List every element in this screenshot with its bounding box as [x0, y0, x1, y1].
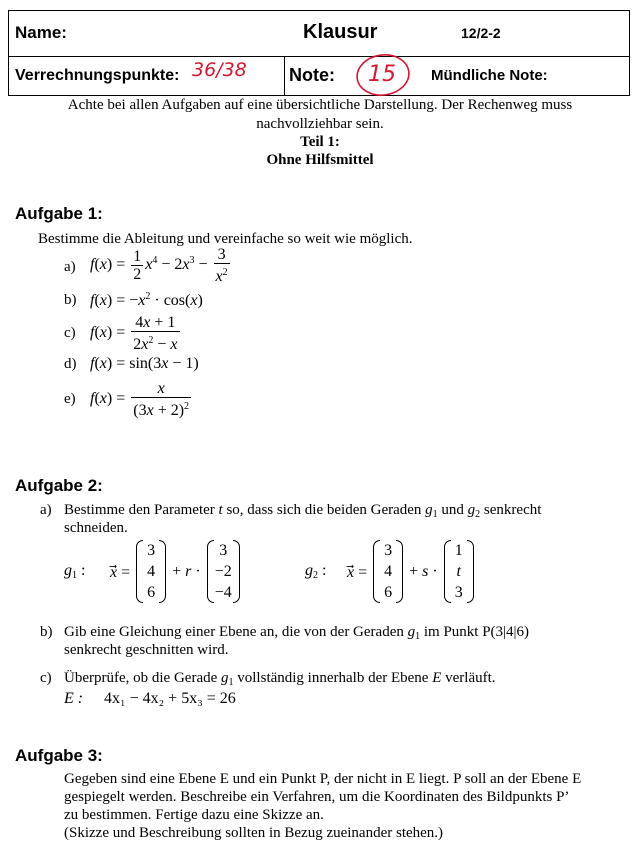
- task-1b-formula: $f(x) = -x^2 \cdot \cos(x)$: [90, 291, 203, 309]
- points-value: 36/38: [192, 59, 247, 81]
- plane-e-label: E :: [64, 690, 84, 707]
- task-2c-text-post: verläuft.: [441, 670, 496, 686]
- task-2a-param: t: [218, 502, 223, 518]
- task-1c-formula: f(x) = $\frac{4x + 1}{2x^2 - x}$: [90, 314, 178, 353]
- task-1e-formula: f(x) = $\frac{x}{(3x + 2)^2}$: [90, 380, 190, 419]
- task-2c-text: Überprüfe, ob die Gerade $g_1$ vollständig innerhalb der Ebene E verläuft.: [64, 670, 496, 688]
- task-2-title: Aufgabe 2:: [15, 476, 103, 495]
- exam-code: 12/2-2: [461, 25, 501, 41]
- task-3-line-2: gespiegelt werden. Beschreibe ein Verfahren, um die Koordinaten des Bildpunkts P’: [64, 789, 570, 805]
- exam-title: Klausur: [303, 21, 378, 43]
- header-row-2: [8, 56, 630, 96]
- task-2c-label: c): [40, 670, 52, 686]
- g2-point-vector: 3 4 6: [373, 540, 403, 603]
- g1-param: r: [185, 562, 192, 580]
- task-3-line-4: (Skizze und Beschreibung sollten in Bezug zueinander stehen.): [64, 825, 444, 841]
- task-2c-text-pre: Überprüfe, ob die Gerade: [64, 670, 222, 686]
- task-1c-label: c): [64, 325, 76, 341]
- task-1a-label: a): [64, 259, 76, 275]
- task-2a-text-post: senkrecht: [480, 502, 542, 518]
- task-2c-plane: E: [432, 670, 442, 686]
- task-2b-text-line-1: Gib eine Gleichung einer Ebene an, die von der Geraden $g_1$ im Punkt P(3|4|6): [64, 624, 530, 642]
- task-1a-formula: f(x) = $\frac{1}{2}$ $x^4 - 2x^3$ − $\frac{3}{x^2}$: [90, 246, 228, 285]
- grade-label: Note:: [289, 65, 335, 85]
- task-2a-text-line-2: schneiden.: [64, 520, 128, 536]
- plane-e-equation: 4x₁ − 4x₂ + 5x₃ = 26: [104, 690, 236, 707]
- task-1d-label: d): [64, 356, 77, 372]
- task-1-title: Aufgabe 1:: [15, 204, 103, 223]
- task-2b-text-line-2: senkrecht geschnitten wird.: [64, 642, 229, 658]
- g2-param: s: [422, 562, 429, 580]
- line-g1-equation: $g_1$ : x⃗ = 3 4 6 + r · 3 −2 −4: [64, 540, 240, 603]
- part-heading: Teil 1:: [300, 134, 340, 150]
- g1-point-vector: 3 4 6: [136, 540, 166, 603]
- line-g2-equation: $g_2$ : x⃗ = 3 4 6 + s · 1 t 3: [305, 540, 474, 603]
- points-label: Verrechnungspunkte:: [15, 67, 180, 84]
- task-1d-formula: f(x) = sin(3x − 1): [90, 355, 199, 372]
- task-1e-label: e): [64, 391, 76, 407]
- task-2b-text-pre: Gib eine Gleichung einer Ebene an, die von der Geraden: [64, 624, 408, 640]
- task-3-title: Aufgabe 3:: [15, 746, 103, 765]
- header-divider: [284, 57, 285, 95]
- task-1b-label: b): [64, 292, 77, 308]
- intro-line-2: nachvollziehbar sein.: [256, 116, 384, 132]
- name-label: Name:: [15, 23, 67, 42]
- g1-direction-vector: 3 −2 −4: [207, 540, 240, 603]
- grade-value: 15: [368, 62, 396, 87]
- task-2a-text-and: und: [437, 502, 468, 518]
- task-3-line-3: zu bestimmen. Fertige dazu eine Skizze an.: [64, 807, 324, 823]
- task-2b-label: b): [40, 624, 53, 640]
- task-2c-text-mid: vollständig innerhalb der Ebene: [233, 670, 433, 686]
- oral-grade-label: Mündliche Note:: [431, 67, 548, 84]
- part-subtitle: Ohne Hilfsmittel: [266, 152, 374, 168]
- header-row-1: [8, 10, 630, 57]
- task-2a-text-line-1: Bestimme den Parameter t so, dass sich die beiden Geraden $g_1$ und $g_2$ senkrecht: [64, 502, 542, 520]
- task-1-instruction: Bestimme die Ableitung und vereinfache so weit wie möglich.: [38, 231, 413, 247]
- task-2b-text-post: im Punkt P(3|4|6): [420, 624, 530, 640]
- task-2a-label: a): [40, 502, 52, 518]
- g2-direction-vector: 1 t 3: [444, 540, 474, 603]
- task-3-line-1: Gegeben sind eine Ebene E und ein Punkt P, der nicht in E liegt. P soll an der Ebene E: [64, 771, 582, 787]
- intro-line-1: Achte bei allen Aufgaben auf eine übersichtliche Darstellung. Der Rechenweg muss: [67, 97, 573, 113]
- task-2a-text-mid: so, dass sich die beiden Geraden: [222, 502, 426, 518]
- task-2a-text-pre: Bestimme den Parameter: [64, 502, 219, 518]
